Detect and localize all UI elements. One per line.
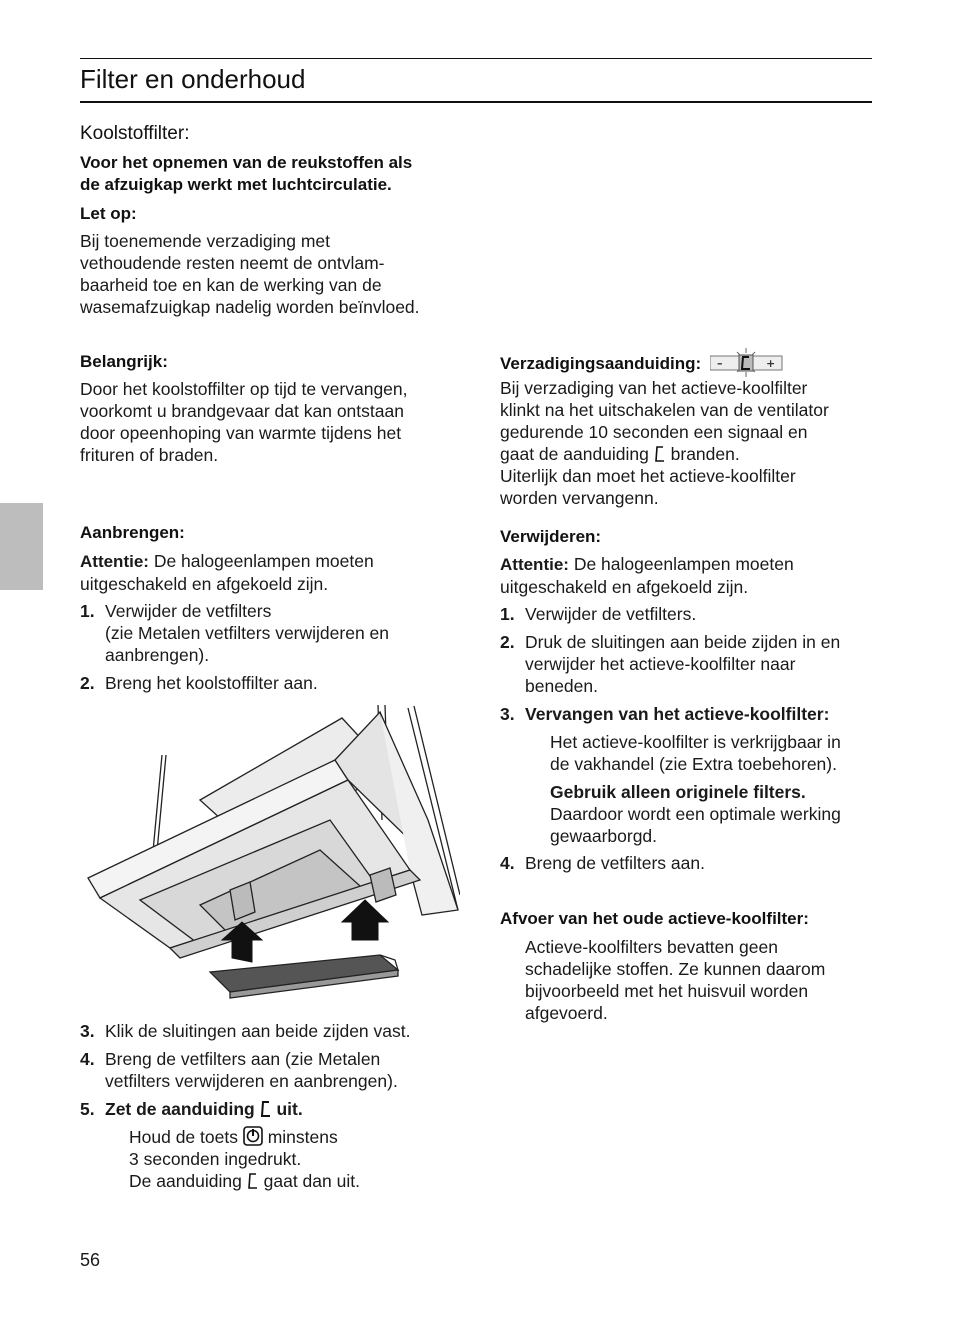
- letop-label: Let op:: [80, 204, 137, 223]
- plus-sign: +: [765, 357, 776, 370]
- text-line: klinkt na het uitschakelen van de ventilator: [500, 400, 829, 420]
- attentie-line: uitgeschakeld en afgekoeld zijn.: [80, 574, 329, 594]
- step-line: Druk de sluitingen aan beide zijden in en: [525, 632, 841, 652]
- step-line: beneden.: [525, 676, 598, 696]
- arrow-up-right: [342, 900, 388, 940]
- text-line: Uiterlijk dan moet het actieve-koolfilter: [500, 466, 796, 486]
- attentie-rest: De halogeenlampen moeten: [148, 551, 374, 571]
- aanbrengen-label: Aanbrengen:: [80, 523, 185, 542]
- detail-text: gaat dan uit.: [263, 1171, 360, 1191]
- text-line: [500, 443, 829, 465]
- text-line: vethoudende resten neemt de ontvlam-: [80, 253, 385, 273]
- detail-bold: Gebruik alleen originele filters.: [550, 782, 806, 802]
- step-number: 1.: [500, 604, 515, 624]
- verzadiging-text: [500, 377, 829, 509]
- text-part: branden.: [670, 444, 740, 464]
- intro-bold: [80, 152, 412, 196]
- step-line: Breng het koolstoffilter aan.: [105, 673, 318, 693]
- step-number: 4.: [500, 853, 515, 873]
- detail-text: De aanduiding: [129, 1171, 242, 1191]
- saturation-indicator-icon: [247, 1173, 259, 1189]
- attentie-left: [80, 550, 374, 595]
- step-number: 3.: [80, 1021, 95, 1041]
- attentie-line: uitgeschakeld en afgekoeld zijn.: [500, 577, 749, 597]
- detail-line: Het actieve-koolfilter is verkrijgbaar in: [550, 732, 841, 752]
- step-line: Breng de vetfilters aan.: [525, 853, 705, 873]
- step3-detail: [550, 731, 841, 847]
- afvoer-text: [525, 936, 825, 1024]
- intro-line: Voor het opnemen van de reukstoffen als: [80, 153, 413, 172]
- step-line: Verwijder de vetfilters: [105, 601, 272, 621]
- page-number: 56: [80, 1250, 101, 1270]
- section-title-koolstoffilter: Koolstoffilter:: [80, 123, 190, 144]
- step-line: Breng de vetfilters aan (zie Metalen: [105, 1049, 381, 1069]
- text-line: Actieve-koolfilters bevatten geen: [525, 937, 778, 957]
- text-line: Bij toenemende verzadiging met: [80, 231, 331, 251]
- label-text: Verzadigingsaanduiding:: [500, 354, 702, 373]
- intro-line: de afzuigkap werkt met luchtcirculatie.: [80, 175, 392, 194]
- detail-text: Houd de toets: [129, 1127, 238, 1147]
- text-line: Door het koolstoffilter op tijd te vervangen,: [80, 379, 408, 399]
- step-line: vetfilters verwijderen en aanbrengen).: [105, 1071, 398, 1091]
- header-top-rule: [80, 58, 872, 59]
- step-number: 1.: [80, 601, 95, 621]
- left-step-5: [80, 1098, 303, 1120]
- left-step-1: [80, 600, 389, 666]
- step-text: Zet de aanduiding: [105, 1099, 255, 1119]
- minus-sign: –: [716, 357, 723, 370]
- detail-line: [129, 1170, 360, 1192]
- text-line: voorkomt u brandgevaar dat kan ontstaan: [80, 401, 404, 421]
- left-step-3: [80, 1020, 410, 1042]
- step-line: aanbrengen).: [105, 645, 210, 665]
- detail-line: de vakhandel (zie Extra toebehoren).: [550, 754, 837, 774]
- attentie-line: [80, 550, 374, 573]
- detail-line: gewaarborgd.: [550, 826, 658, 846]
- text-line: door opeenhoping van warmte tijdens het: [80, 423, 402, 443]
- text-line: worden vervangenn.: [500, 488, 659, 508]
- detail-line: Daardoor wordt een optimale werking: [550, 804, 841, 824]
- step-line: Klik de sluitingen aan beide zijden vast.: [105, 1021, 411, 1041]
- attentie-line: [500, 553, 794, 576]
- step-number: 2.: [80, 673, 95, 693]
- step-number: 4.: [80, 1049, 95, 1069]
- text-line: frituren of braden.: [80, 445, 219, 465]
- verwijderen-label: Verwijderen:: [500, 527, 602, 546]
- step-line: Verwijder de vetfilters.: [525, 604, 697, 624]
- header-bottom-rule: [80, 101, 872, 103]
- text-line: Bij verzadiging van het actieve-koolfilter: [500, 378, 808, 398]
- text-line: bijvoorbeeld met het huisvuil worden: [525, 981, 809, 1001]
- text-line: baarheid toe en kan de werking van de: [80, 275, 382, 295]
- afvoer-label: Afvoer van het oude actieve-koolfilter:: [500, 909, 809, 928]
- saturation-indicator-icon: [260, 1101, 272, 1117]
- belangrijk-label: Belangrijk:: [80, 352, 168, 371]
- text-part: gaat de aanduiding: [500, 444, 649, 464]
- step5-detail: [129, 1126, 360, 1192]
- detail-line: 3 seconden ingedrukt.: [129, 1149, 302, 1169]
- belangrijk-text: [80, 378, 408, 466]
- attentie-label: Attentie:: [500, 555, 569, 574]
- power-button-icon: [243, 1126, 263, 1146]
- verzadiging-label: [500, 347, 784, 377]
- step-line: (zie Metalen vetfilters verwijderen en: [105, 623, 390, 643]
- saturation-display-icon: [710, 347, 784, 377]
- text-line: afgevoerd.: [525, 1003, 608, 1023]
- carbon-filter-illustration: [80, 700, 460, 1000]
- page-title: Filter en onderhoud: [80, 64, 306, 94]
- text-line: wasemafzuigkap nadelig worden beïnvloed.: [80, 297, 420, 317]
- step-number: 5.: [80, 1099, 95, 1119]
- attentie-rest: De halogeenlampen moeten: [568, 554, 794, 574]
- step-line: verwijder het actieve-koolfilter naar: [525, 654, 796, 674]
- chapter-tab: [0, 503, 43, 590]
- step-number: 2.: [500, 632, 515, 652]
- attentie-right: [500, 553, 794, 598]
- saturation-indicator-icon: [654, 446, 666, 462]
- right-step-4: [500, 852, 705, 874]
- right-step-2: [500, 631, 840, 697]
- left-step-4: [80, 1048, 398, 1092]
- step-number: 3.: [500, 704, 515, 724]
- attentie-label: Attentie:: [80, 552, 149, 571]
- step-text: uit.: [276, 1099, 303, 1119]
- text-line: schadelijke stoffen. Ze kunnen daarom: [525, 959, 826, 979]
- detail-line: [129, 1126, 360, 1148]
- step-line: Vervangen van het actieve-koolfilter:: [525, 704, 830, 724]
- letop-text: [80, 230, 420, 318]
- text-line: gedurende 10 seconden een signaal en: [500, 422, 808, 442]
- right-step-3: [500, 703, 829, 725]
- detail-text: minstens: [267, 1127, 338, 1147]
- left-step-2: [80, 672, 318, 694]
- right-step-1: [500, 603, 696, 625]
